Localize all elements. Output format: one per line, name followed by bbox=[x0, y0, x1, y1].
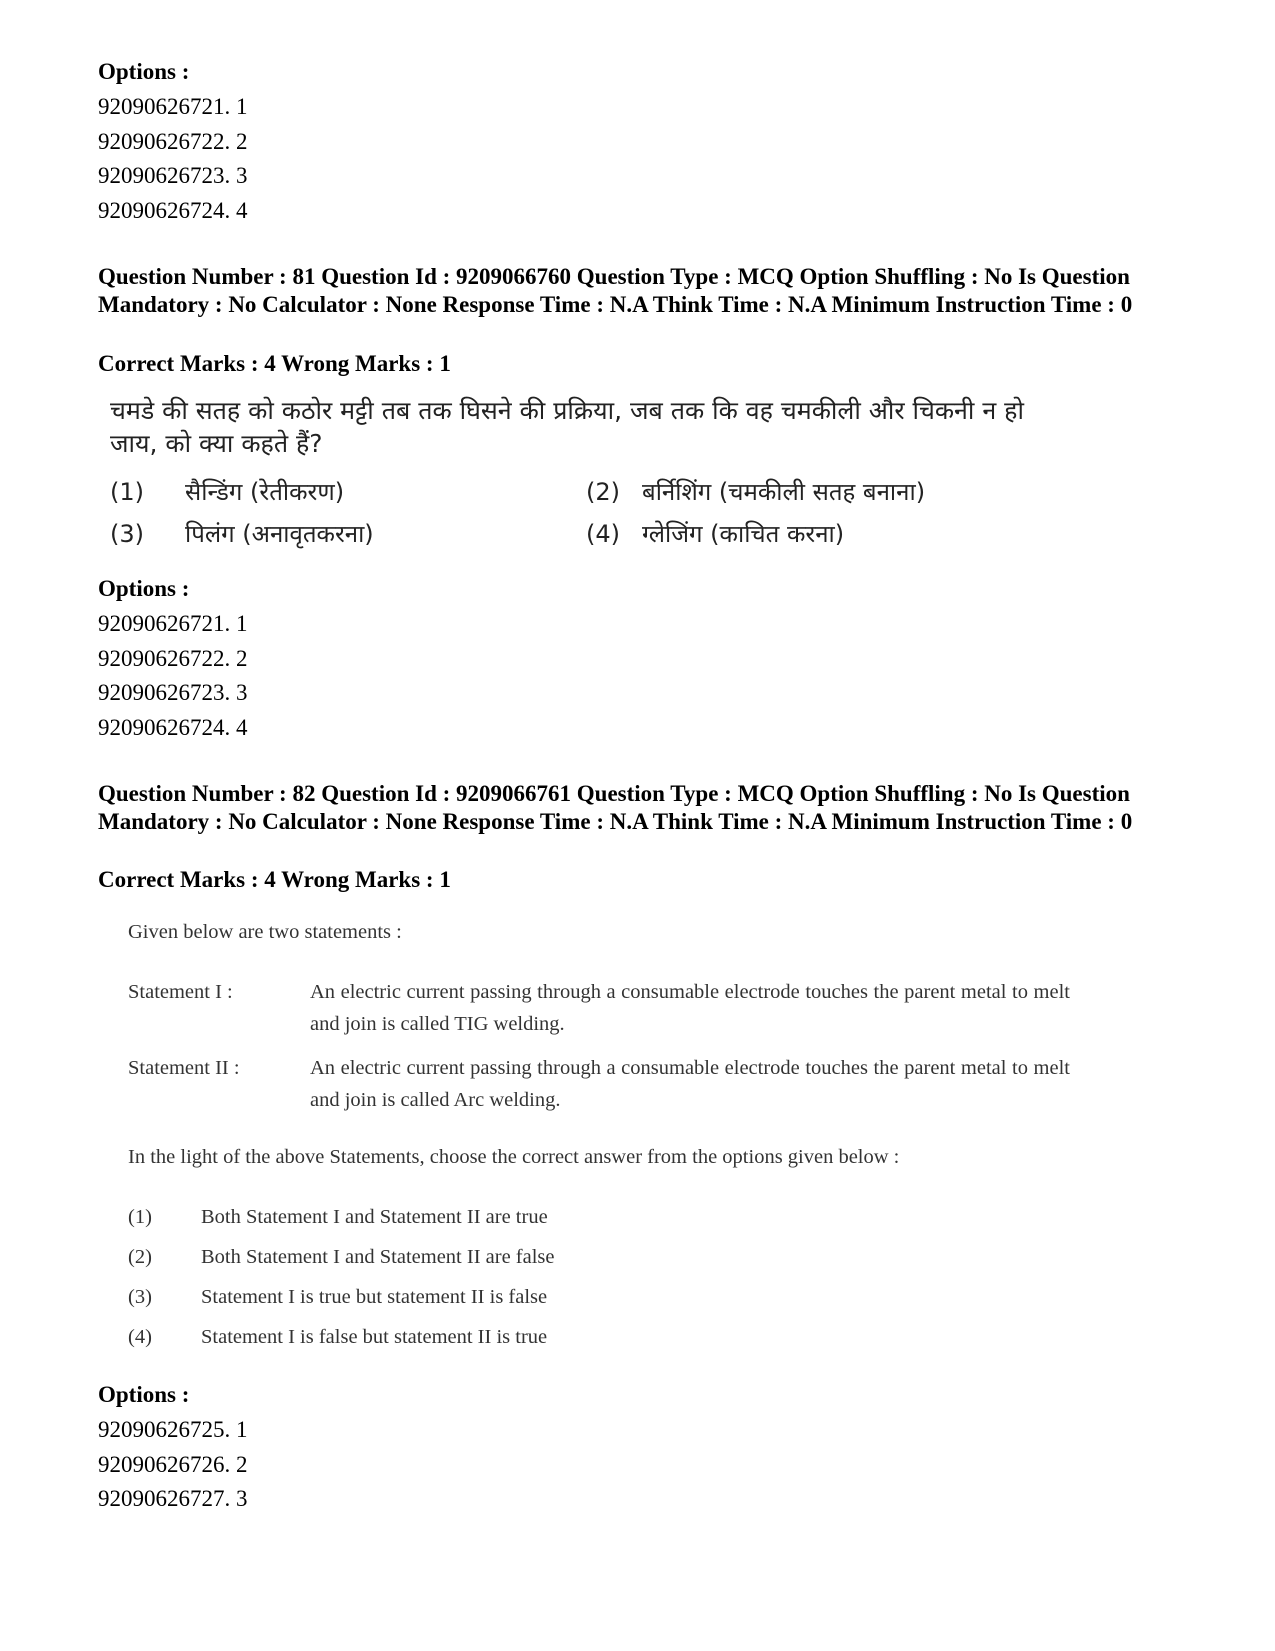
options-section bbox=[98, 1381, 1188, 1517]
choice-item bbox=[586, 518, 844, 550]
choice-item bbox=[586, 476, 925, 508]
choice-item bbox=[128, 1322, 547, 1352]
option-item: 92090626721. 1 bbox=[98, 94, 248, 119]
statement-label: Statement II : bbox=[128, 1057, 240, 1079]
question-instruction: In the light of the above Statements, choose the correct answer from the options given below : bbox=[128, 1146, 900, 1168]
question-intro: Given below are two statements : bbox=[128, 921, 402, 943]
choice-text: Statement I is false but statement II is true bbox=[201, 1326, 548, 1348]
choice-number: (4) bbox=[586, 520, 620, 548]
choice-number: (2) bbox=[586, 478, 620, 506]
option-item: 92090626723. 3 bbox=[98, 680, 248, 705]
question-text bbox=[110, 394, 1170, 460]
statement-text: An electric current passing through a consumable electrode touches the parent metal to melt and join is called TIG welding. bbox=[310, 981, 1070, 1035]
question-meta: Question Number : 82 Question Id : 9209066761 Question Type : MCQ Option Shuffling : No Is Question Mandatory : No Calculator : None Response Time : N.A Think Time : N.A Minimum Instruction Time : 0 bbox=[98, 781, 1133, 834]
choice-text: पिलंग (अनावृतकरना) bbox=[185, 520, 374, 548]
option-item: 92090626722. 2 bbox=[98, 128, 248, 154]
choice-item bbox=[128, 1282, 547, 1312]
choice-number: (1) bbox=[128, 1206, 152, 1228]
choice-text: बर्निशिंग (चमकीली सतह बनाना) bbox=[642, 478, 926, 506]
choice-item bbox=[110, 476, 344, 508]
statement-text: An electric current passing through a consumable electrode touches the parent metal to melt and join is called Arc welding. bbox=[310, 1057, 1070, 1111]
option-item: 92090626725. 1 bbox=[98, 1417, 248, 1442]
option-item: 92090626722. 2 bbox=[98, 645, 248, 671]
question-marks: Correct Marks : 4 Wrong Marks : 1 bbox=[98, 867, 451, 892]
choice-text: Statement I is true but statement II is false bbox=[201, 1286, 548, 1308]
choice-item bbox=[128, 1242, 555, 1272]
options-section bbox=[98, 575, 1188, 745]
choice-number: (2) bbox=[128, 1246, 152, 1268]
options-list bbox=[98, 607, 1188, 745]
question-body bbox=[128, 918, 1088, 1358]
option-item: 92090626724. 4 bbox=[98, 714, 248, 740]
options-section bbox=[98, 58, 1188, 228]
options-list bbox=[98, 1413, 1188, 1517]
choice-item bbox=[110, 518, 374, 550]
question-text-line: जाय, को क्या कहते हैं? bbox=[110, 429, 323, 458]
choice-text: Both Statement I and Statement II are false bbox=[201, 1246, 555, 1268]
question-text-line: चमडे की सतह को कठोर मट्टी तब तक घिसने की प्रक्रिया, जब तक कि वह चमकीली और चिकनी न हो bbox=[110, 396, 1024, 425]
option-item: 92090626726. 2 bbox=[98, 1451, 248, 1477]
question-choices bbox=[110, 476, 1200, 556]
choice-number: (1) bbox=[110, 478, 144, 506]
options-label: Options : bbox=[98, 59, 190, 84]
options-label: Options : bbox=[98, 576, 190, 601]
options-label: Options : bbox=[98, 1382, 190, 1407]
options-list bbox=[98, 90, 1188, 228]
choice-item bbox=[128, 1202, 548, 1232]
choice-number: (3) bbox=[110, 520, 144, 548]
option-item: 92090626721. 1 bbox=[98, 611, 248, 636]
choice-text: ग्लेजिंग (काचित करना) bbox=[642, 520, 845, 548]
statement-row bbox=[128, 1052, 1088, 1116]
option-item: 92090626724. 4 bbox=[98, 197, 248, 223]
statement-label: Statement I : bbox=[128, 981, 233, 1003]
question-marks: Correct Marks : 4 Wrong Marks : 1 bbox=[98, 351, 451, 376]
choice-number: (3) bbox=[128, 1286, 152, 1308]
choice-number: (4) bbox=[128, 1326, 152, 1348]
choice-text: Both Statement I and Statement II are true bbox=[201, 1206, 548, 1228]
choice-text: सैन्डिंग (रेतीकरण) bbox=[185, 478, 345, 506]
statement-row bbox=[128, 976, 1088, 1040]
option-item: 92090626723. 3 bbox=[98, 163, 248, 188]
option-item: 92090626727. 3 bbox=[98, 1486, 248, 1511]
question-meta: Question Number : 81 Question Id : 9209066760 Question Type : MCQ Option Shuffling : No Is Question Mandatory : No Calculator : None Response Time : N.A Think Time : N.A Minimum Instruction Time : 0 bbox=[98, 264, 1133, 317]
